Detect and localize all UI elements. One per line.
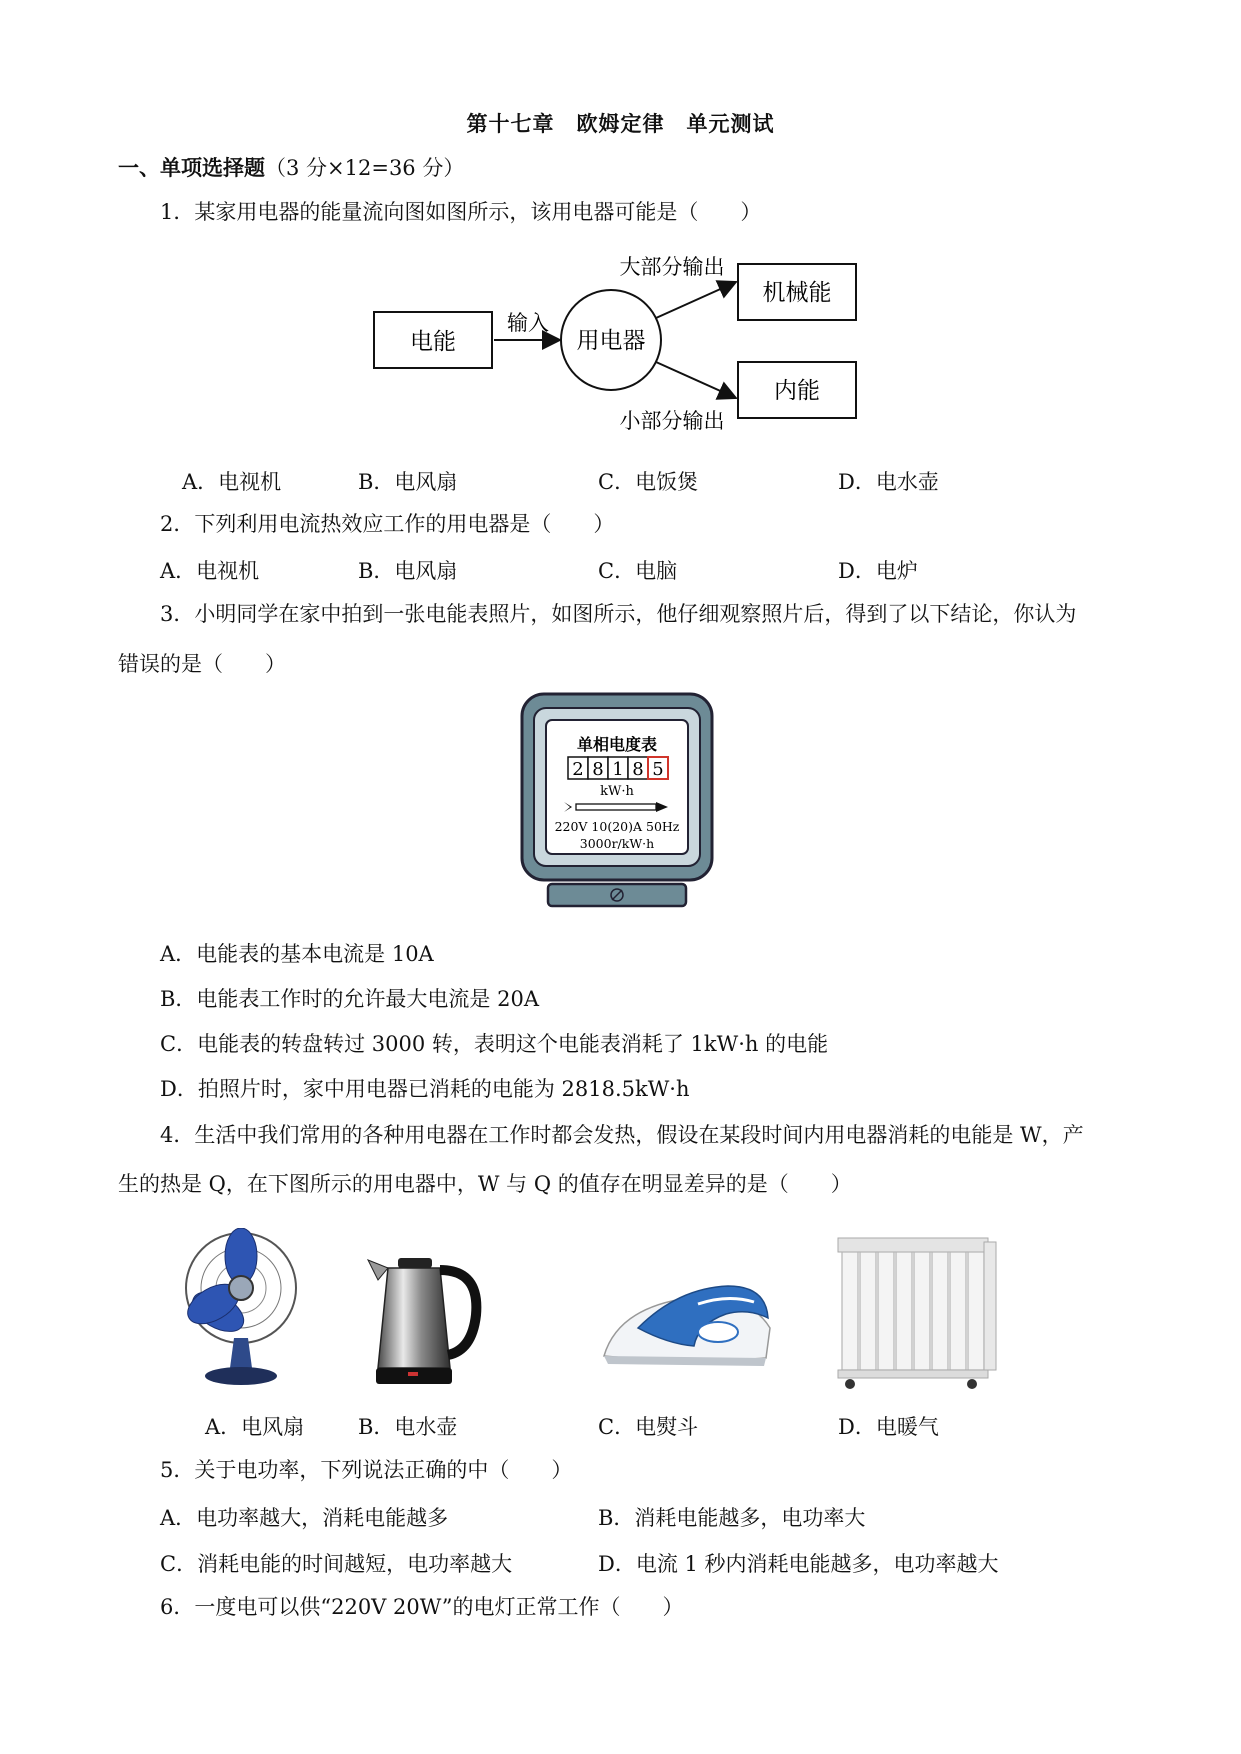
question-1-stem: 1．某家用电器的能量流向图如图所示，该用电器可能是（ ）	[160, 200, 762, 224]
section-score: （3 分×12=36 分）	[265, 156, 465, 180]
q1-option-d: D．电水壶	[838, 470, 939, 494]
q5-option-d: D．电流 1 秒内消耗电能越多，电功率越大	[598, 1552, 999, 1576]
input-label: 输入	[507, 311, 549, 335]
meter-digit: 5	[652, 759, 664, 780]
kettle-icon	[358, 1240, 488, 1395]
page-title: 第十七章 欧姆定律 单元测试	[466, 111, 775, 136]
meter-unit: kW·h	[600, 784, 634, 799]
energy-flow-diagram	[370, 248, 890, 438]
question-4-stem-line1: 4．生活中我们常用的各种用电器在工作时都会发热，假设在某段时间内用电器消耗的电能是 W，产	[160, 1123, 1084, 1147]
minor-output-label: 小部分输出	[619, 409, 725, 433]
minor-output-value: 内能	[774, 378, 820, 404]
q4-option-d: D．电暖气	[838, 1415, 939, 1439]
major-output-value: 机械能	[762, 280, 832, 306]
q3-option-a: A．电能表的基本电流是 10A	[160, 942, 434, 966]
meter-digits	[568, 757, 668, 780]
meter-spec: 220V 10(20)A 50Hz	[554, 819, 680, 834]
question-3-stem-line2: 错误的是（ ）	[118, 652, 286, 676]
q3-option-b: B．电能表工作时的允许最大电流是 20A	[160, 987, 539, 1011]
heater-icon	[832, 1232, 1002, 1392]
q5-option-a: A．电功率越大，消耗电能越多	[160, 1506, 449, 1530]
iron-icon	[598, 1268, 778, 1378]
fan-icon	[178, 1228, 308, 1388]
q2-option-a: A．电视机	[160, 559, 260, 583]
question-3-stem-line1: 3．小明同学在家中拍到一张电能表照片，如图所示，他仔细观察照片后，得到了以下结论，你认为	[160, 602, 1077, 626]
meter-digit: 2	[572, 759, 584, 780]
q3-option-c: C．电能表的转盘转过 3000 转，表明这个电能表消耗了 1kW·h 的电能	[160, 1032, 829, 1056]
source-label: 电能	[410, 329, 456, 355]
electric-meter-image	[518, 690, 718, 910]
meter-digit: 8	[592, 759, 604, 780]
major-arrow	[656, 282, 736, 318]
question-6-stem: 6．一度电可以供“220V 20W”的电灯正常工作（ ）	[160, 1595, 684, 1619]
question-2-stem: 2．下列利用电流热效应工作的用电器是（ ）	[160, 512, 615, 536]
q3-option-d: D．拍照片时，家中用电器已消耗的电能为 2818.5kW·h	[160, 1077, 690, 1101]
q1-option-a: A．电视机	[182, 470, 282, 494]
section-label: 一、单项选择题	[118, 155, 265, 180]
q5-option-c: C．消耗电能的时间越短，电功率越大	[160, 1552, 513, 1576]
meter-digit: 1	[612, 759, 624, 780]
meter-digit: 8	[632, 759, 644, 780]
q1-option-c: C．电饭煲	[598, 470, 699, 494]
minor-arrow	[656, 362, 736, 398]
meter-rev: 3000r/kW·h	[579, 836, 655, 851]
meter-arrow-icon	[564, 802, 668, 812]
question-5-stem: 5．关于电功率，下列说法正确的中（ ）	[160, 1458, 573, 1482]
q4-option-c: C．电熨斗	[598, 1415, 699, 1439]
q4-option-b: B．电水壶	[358, 1415, 458, 1439]
device-label: 用电器	[576, 328, 646, 354]
meter-name: 单相电度表	[576, 735, 658, 754]
q2-option-d: D．电炉	[838, 559, 918, 583]
section-heading	[118, 152, 464, 182]
q1-option-b: B．电风扇	[358, 470, 458, 494]
question-4-stem-line2: 生的热是 Q，在下图所示的用电器中，W 与 Q 的值存在明显差异的是（ ）	[118, 1172, 852, 1196]
q2-option-b: B．电风扇	[358, 559, 458, 583]
major-output-label: 大部分输出	[619, 255, 725, 279]
q2-option-c: C．电脑	[598, 559, 678, 583]
q5-option-b: B．消耗电能越多，电功率大	[598, 1506, 866, 1530]
q4-option-a: A．电风扇	[205, 1415, 305, 1439]
